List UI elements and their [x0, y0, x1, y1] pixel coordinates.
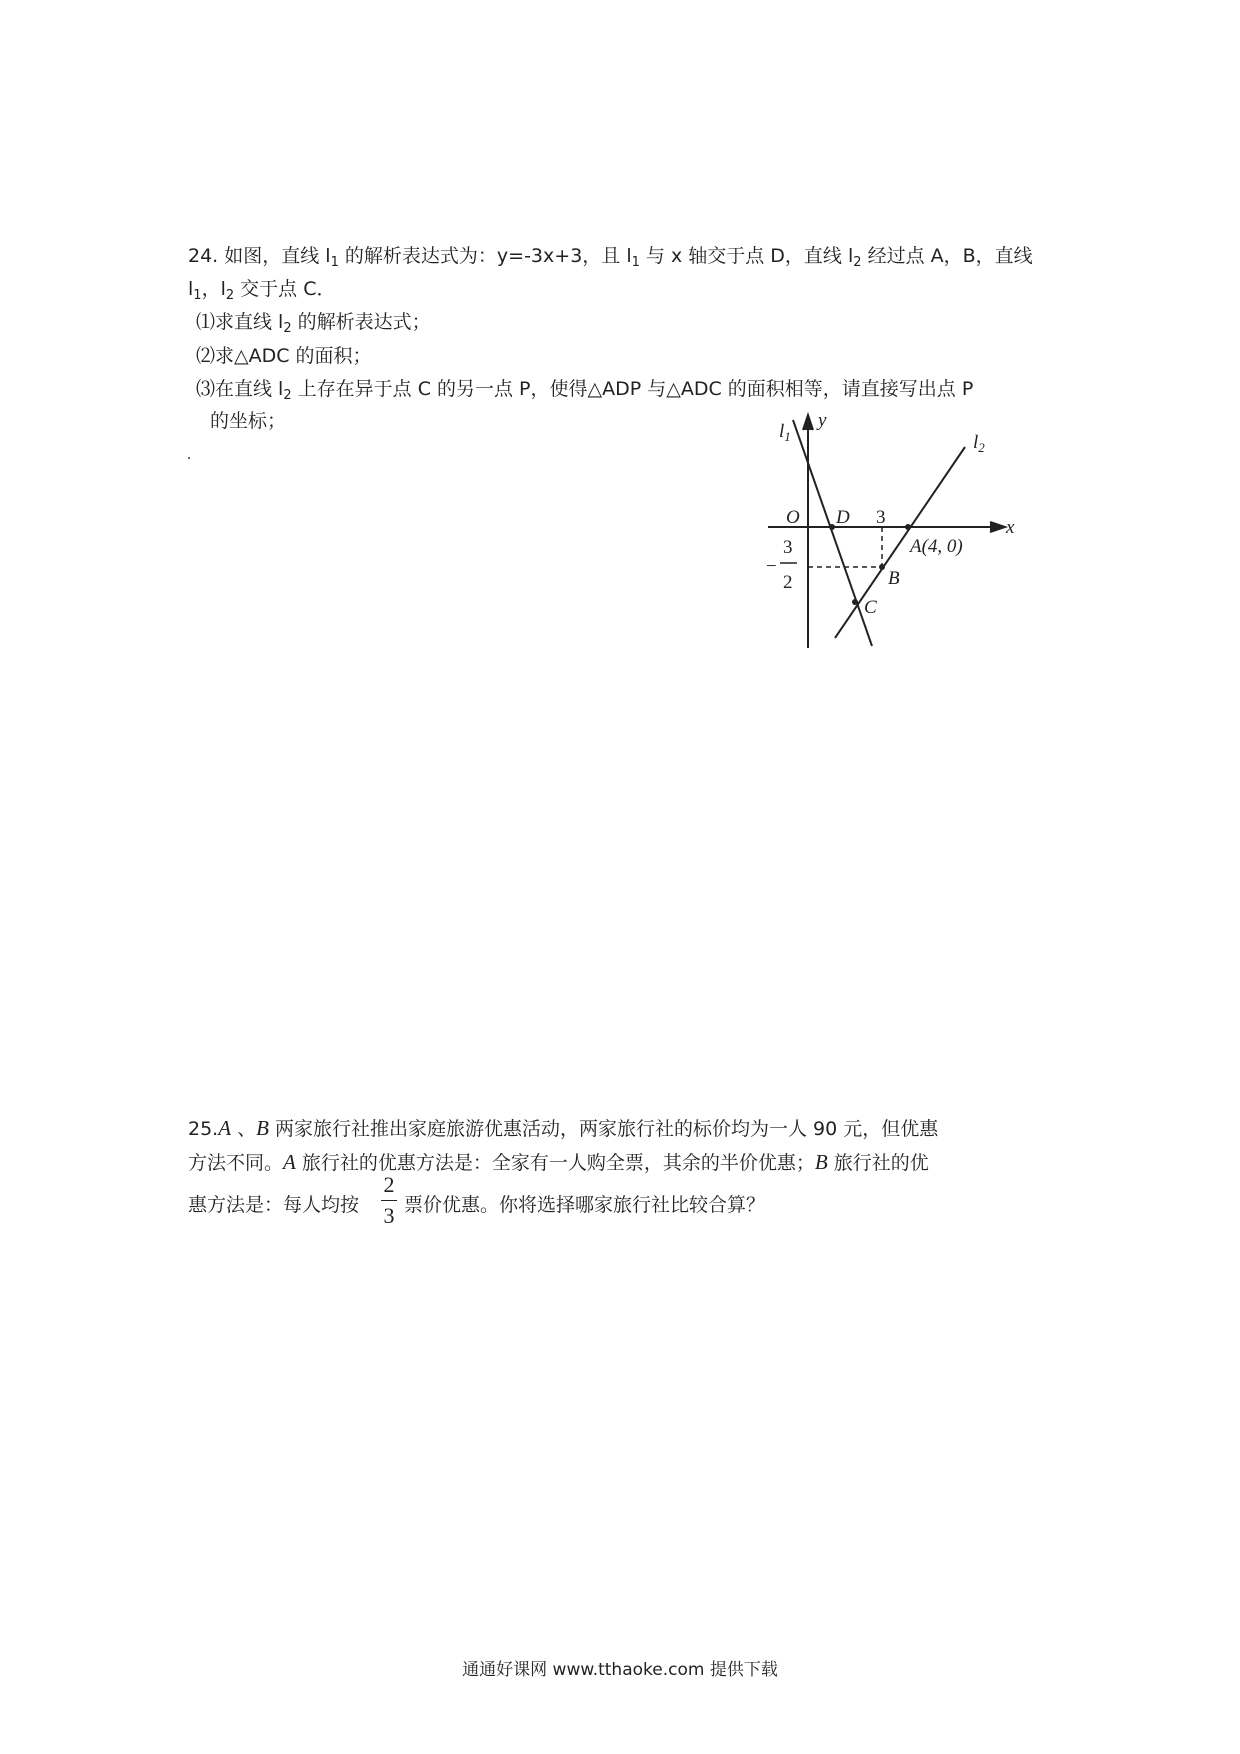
- label-c: C: [864, 597, 877, 618]
- label-l1: $l_1$: [779, 421, 791, 444]
- point-c-dot: [852, 599, 858, 605]
- q24-part-1: ⑴求直线 $l_2$ 的解析表达式；: [196, 311, 431, 336]
- q24-line-2: $l_1$，$l_2$ 交于点 C．: [188, 278, 336, 303]
- label-frac-num: 3: [783, 537, 793, 558]
- label-tick-3: 3: [876, 507, 886, 528]
- label-y: y: [818, 410, 827, 431]
- stray-dot: [188, 457, 190, 459]
- point-b-dot: [879, 564, 885, 570]
- line-l2: [835, 447, 965, 638]
- label-a: A(4, 0): [910, 536, 963, 557]
- q24-part-3: ⑶在直线 $l_2$ 上存在异于点 C 的另一点 P，使得△ADP 与△ADC 的面积相等，请直接写出点 P: [196, 378, 974, 403]
- label-neg-sign: −: [766, 556, 777, 577]
- q24-part-2: ⑵求△ADC 的面积；: [196, 345, 372, 367]
- label-frac-den: 2: [783, 572, 793, 593]
- q24-number: 24.: [188, 245, 219, 267]
- q25-line-1: 25.A 、B 两家旅行社推出家庭旅游优惠活动，两家旅行社的标价均为一人 90 元，但优惠: [188, 1116, 939, 1140]
- q25-number: 25.: [188, 1118, 219, 1140]
- page-footer: 通通好课网 www.tthaoke.com 提供下载: [462, 1660, 778, 1680]
- q24-part-3-cont: 的坐标；: [210, 410, 287, 432]
- line-l1: [793, 420, 872, 646]
- x-axis-arrow: [990, 522, 1005, 532]
- point-d-dot: [829, 524, 835, 530]
- q24-line-1: 24. 如图，直线 $l_1$ 的解析表达式为：y=-3x+3，且 $l_1$ 与 x 轴交于点 D，直线 $l_2$ 经过点 A，B，直线: [188, 245, 1033, 270]
- label-d: D: [836, 507, 850, 528]
- q25-line-3a: 惠方法是：每人均按: [188, 1194, 360, 1216]
- y-axis-arrow: [803, 415, 813, 430]
- q25-fraction: 2 3: [378, 1172, 400, 1229]
- label-x: x: [1006, 517, 1015, 538]
- q25-line-2: 方法不同。A 旅行社的优惠方法是：全家有一人购全票，其余的半价优惠；B 旅行社的优: [188, 1150, 929, 1174]
- label-b: B: [888, 568, 900, 589]
- label-l2: $l_2$: [973, 432, 985, 455]
- label-origin: O: [786, 507, 800, 528]
- q25-line-3b: 票价优惠。你将选择哪家旅行社比较合算？: [404, 1194, 766, 1216]
- point-a-dot: [905, 524, 911, 530]
